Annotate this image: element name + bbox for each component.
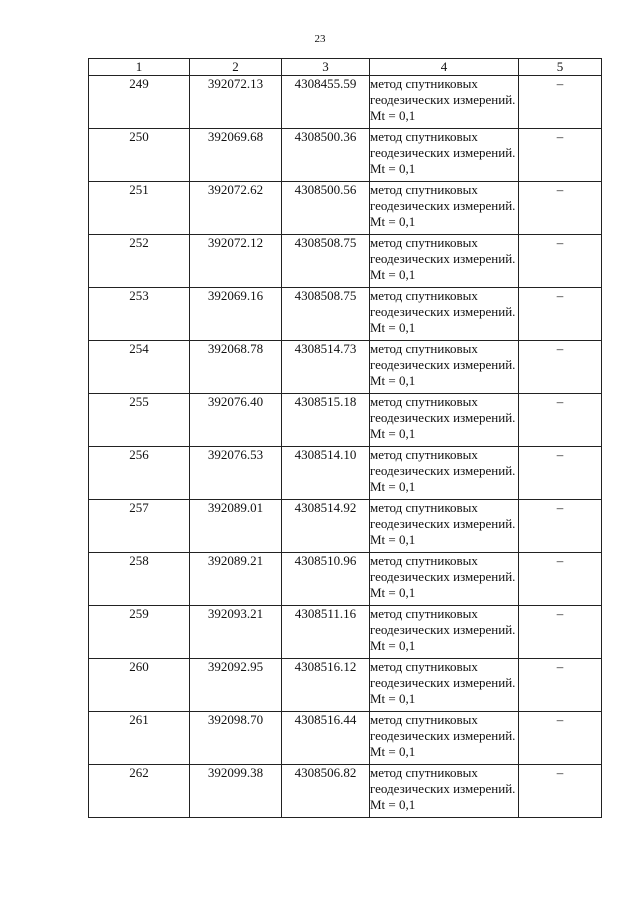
method-cell: метод спутниковых геодезических измерений. Mt = 0,1 (370, 288, 519, 341)
method-cell: метод спутниковых геодезических измерений. Mt = 0,1 (370, 712, 519, 765)
point-number-cell: 253 (89, 288, 190, 341)
description-cell: – (519, 606, 602, 659)
x-coordinate-cell: 392076.40 (190, 394, 282, 447)
header-col-3: 3 (282, 59, 370, 76)
y-coordinate-cell: 4308500.56 (282, 182, 370, 235)
table-row (89, 765, 602, 818)
description-cell: – (519, 235, 602, 288)
table-row (89, 500, 602, 553)
table-body (89, 76, 602, 818)
point-number-cell: 249 (89, 76, 190, 129)
method-cell: метод спутниковых геодезических измерений. Mt = 0,1 (370, 129, 519, 182)
x-coordinate-cell: 392089.01 (190, 500, 282, 553)
x-coordinate-cell: 392072.12 (190, 235, 282, 288)
y-coordinate-cell: 4308508.75 (282, 235, 370, 288)
point-number-cell: 254 (89, 341, 190, 394)
description-cell: – (519, 76, 602, 129)
y-coordinate-cell: 4308516.44 (282, 712, 370, 765)
point-number-cell: 259 (89, 606, 190, 659)
x-coordinate-cell: 392098.70 (190, 712, 282, 765)
description-cell: – (519, 553, 602, 606)
description-cell: – (519, 712, 602, 765)
method-cell: метод спутниковых геодезических измерений. Mt = 0,1 (370, 606, 519, 659)
table-row (89, 288, 602, 341)
table-row (89, 394, 602, 447)
header-col-2: 2 (190, 59, 282, 76)
x-coordinate-cell: 392069.16 (190, 288, 282, 341)
table-row (89, 182, 602, 235)
x-coordinate-cell: 392072.13 (190, 76, 282, 129)
method-cell: метод спутниковых геодезических измерений. Mt = 0,1 (370, 500, 519, 553)
table-header-row (89, 59, 602, 76)
method-cell: метод спутниковых геодезических измерений. Mt = 0,1 (370, 235, 519, 288)
x-coordinate-cell: 392089.21 (190, 553, 282, 606)
header-col-4: 4 (370, 59, 519, 76)
table-row (89, 341, 602, 394)
x-coordinate-cell: 392068.78 (190, 341, 282, 394)
y-coordinate-cell: 4308515.18 (282, 394, 370, 447)
y-coordinate-cell: 4308510.96 (282, 553, 370, 606)
x-coordinate-cell: 392076.53 (190, 447, 282, 500)
description-cell: – (519, 288, 602, 341)
y-coordinate-cell: 4308514.92 (282, 500, 370, 553)
description-cell: – (519, 500, 602, 553)
point-number-cell: 250 (89, 129, 190, 182)
method-cell: метод спутниковых геодезических измерений. Mt = 0,1 (370, 394, 519, 447)
description-cell: – (519, 341, 602, 394)
point-number-cell: 256 (89, 447, 190, 500)
point-number-cell: 260 (89, 659, 190, 712)
table-row (89, 659, 602, 712)
coordinates-table (88, 58, 602, 818)
method-cell: метод спутниковых геодезических измерений. Mt = 0,1 (370, 341, 519, 394)
y-coordinate-cell: 4308511.16 (282, 606, 370, 659)
table-row (89, 129, 602, 182)
method-cell: метод спутниковых геодезических измерений. Mt = 0,1 (370, 659, 519, 712)
y-coordinate-cell: 4308514.73 (282, 341, 370, 394)
x-coordinate-cell: 392092.95 (190, 659, 282, 712)
page-number: 23 (314, 33, 326, 45)
point-number-cell: 257 (89, 500, 190, 553)
table-row (89, 712, 602, 765)
point-number-cell: 252 (89, 235, 190, 288)
point-number-cell: 251 (89, 182, 190, 235)
point-number-cell: 255 (89, 394, 190, 447)
x-coordinate-cell: 392099.38 (190, 765, 282, 818)
table-row (89, 553, 602, 606)
header-col-5: 5 (519, 59, 602, 76)
description-cell: – (519, 394, 602, 447)
y-coordinate-cell: 4308516.12 (282, 659, 370, 712)
y-coordinate-cell: 4308455.59 (282, 76, 370, 129)
table-row (89, 235, 602, 288)
table-row (89, 447, 602, 500)
method-cell: метод спутниковых геодезических измерений. Mt = 0,1 (370, 76, 519, 129)
header-col-1: 1 (89, 59, 190, 76)
description-cell: – (519, 182, 602, 235)
description-cell: – (519, 765, 602, 818)
y-coordinate-cell: 4308508.75 (282, 288, 370, 341)
x-coordinate-cell: 392072.62 (190, 182, 282, 235)
description-cell: – (519, 129, 602, 182)
table-row (89, 76, 602, 129)
method-cell: метод спутниковых геодезических измерений. Mt = 0,1 (370, 765, 519, 818)
y-coordinate-cell: 4308506.82 (282, 765, 370, 818)
x-coordinate-cell: 392093.21 (190, 606, 282, 659)
method-cell: метод спутниковых геодезических измерений. Mt = 0,1 (370, 447, 519, 500)
description-cell: – (519, 447, 602, 500)
point-number-cell: 262 (89, 765, 190, 818)
y-coordinate-cell: 4308514.10 (282, 447, 370, 500)
x-coordinate-cell: 392069.68 (190, 129, 282, 182)
table-row (89, 606, 602, 659)
point-number-cell: 261 (89, 712, 190, 765)
description-cell: – (519, 659, 602, 712)
method-cell: метод спутниковых геодезических измерений. Mt = 0,1 (370, 182, 519, 235)
y-coordinate-cell: 4308500.36 (282, 129, 370, 182)
point-number-cell: 258 (89, 553, 190, 606)
method-cell: метод спутниковых геодезических измерений. Mt = 0,1 (370, 553, 519, 606)
